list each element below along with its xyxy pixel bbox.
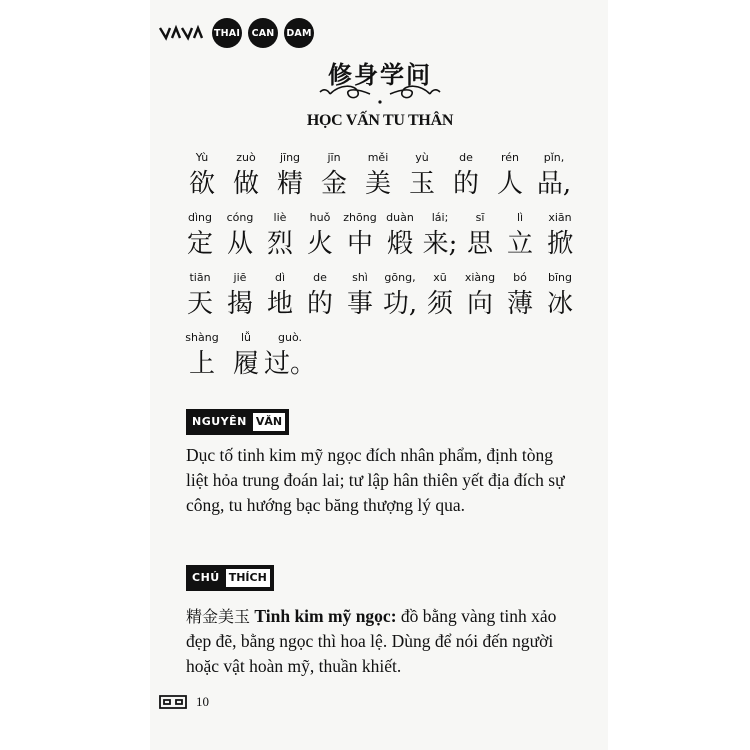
pinyin: tiān [189,271,211,284]
pinyin: huǒ [309,211,331,224]
pinyin: xiàng [464,271,496,284]
pinyin: bīng [548,271,572,284]
verse-cell [460,210,500,262]
nguyen-van-label [186,410,289,434]
page-footer [158,694,209,710]
title-flourish-icon [300,80,460,106]
verse-cell [356,150,400,202]
chu-thich-label-b: THÍCH [224,567,272,589]
badge-can: CAN [248,18,278,48]
pinyin: gōng, [384,271,416,284]
pinyin: jīng [279,151,301,164]
verse-cell [532,150,576,202]
verse-cell [380,270,420,322]
hanzi: 冰 [546,289,573,319]
footer-ornament-icon [158,694,188,710]
verse-cell [500,270,540,322]
pinyin: dìng [188,211,212,224]
pinyin: bó [513,271,527,284]
pinyin: liè [273,211,287,224]
pinyin: sī [475,211,485,224]
verse-cell [180,150,224,202]
badge-dam: DAM [284,18,314,48]
pinyin: shì [352,271,368,284]
page-header [158,19,320,47]
verse-cell [220,210,260,262]
verse-line [180,270,580,322]
verse-cell [540,210,580,262]
pinyin: guò. [278,331,302,344]
verse-cell [180,210,220,262]
verse-cell [500,210,540,262]
hanzi: 煅 [386,229,413,259]
pinyin: de [459,151,473,164]
hanzi: 品, [536,169,572,199]
hanzi: 向 [466,289,493,319]
verse-cell [300,210,340,262]
hanzi: 立 [506,229,533,259]
page-number: 10 [196,694,209,709]
verse-line [180,210,580,262]
pinyin: yù [415,151,429,164]
pinyin: Yù [195,151,209,164]
logo-ornament-icon [158,24,204,42]
title-vietnamese: HỌC VẤN TU THÂN [306,112,454,129]
hanzi: 来; [422,229,458,259]
hanzi: 思 [466,229,493,259]
hanzi: 薄 [506,289,533,319]
verse-cell [260,270,300,322]
hanzi: 美 [364,169,391,199]
pinyin: cóng [226,211,254,224]
pinyin: lǚ [240,331,252,344]
verse-block [180,150,580,390]
pinyin: lì [516,211,524,224]
chu-thich-definition: đồ bằng vàng tinh xảo đẹp đẽ, bằng ngọc thì hoa lệ. Dùng để nói đến người hoặc vật hoàn mỹ, thuần khiết. [186,606,557,676]
verse-cell [300,270,340,322]
verse-cell [420,270,460,322]
hanzi: 掀 [546,229,573,259]
verse-line [180,150,580,202]
verse-cell [180,330,224,382]
verse-cell [380,210,420,262]
verse-cell [540,270,580,322]
hanzi: 精 [276,169,303,199]
hanzi: 的 [452,169,479,199]
verse-cell [460,270,500,322]
verse-cell [340,210,380,262]
chu-thich-label-a: CHÚ [188,567,224,589]
hanzi: 履 [232,349,259,379]
hanzi: 玉 [408,169,435,199]
title-chinese: 修身学问 [328,61,432,89]
verse-cell [220,270,260,322]
pinyin: xū [433,271,447,284]
pinyin: jiē [233,271,247,284]
verse-cell [224,330,268,382]
pinyin: jīn [327,151,341,164]
hanzi: 人 [496,169,523,199]
hanzi: 中 [346,229,373,259]
verse-cell [400,150,444,202]
chu-thich-term-viet: Tinh kim mỹ ngọc: [254,606,397,626]
hanzi: 天 [186,289,213,319]
verse-cell [340,270,380,322]
hanzi: 定 [186,229,213,259]
pinyin: xiān [548,211,572,224]
verse-cell [260,210,300,262]
pinyin: rén [500,151,520,164]
pinyin: dì [274,271,286,284]
hanzi: 须 [426,289,453,319]
verse-line [180,330,580,382]
pinyin: duàn [386,211,414,224]
hanzi: 欲 [188,169,215,199]
chu-thich-text [186,604,576,679]
pinyin: de [313,271,327,284]
hanzi: 事 [346,289,373,319]
nguyen-van-label-a: NGUYÊN [188,411,251,433]
pinyin: měi [367,151,389,164]
hanzi: 从 [226,229,253,259]
pinyin: zuò [236,151,256,164]
hanzi: 烈 [266,229,293,259]
chu-thich-term-han: 精金美玉 [186,607,251,626]
hanzi: 金 [320,169,347,199]
hanzi: 揭 [226,289,253,319]
hanzi: 火 [306,229,333,259]
pinyin: lái; [431,211,449,224]
verse-cell [312,150,356,202]
nguyen-van-text: Dục tố tinh kim mỹ ngọc đích nhân phẩm, định tòng liệt hỏa trung đoán lai; tư lập hân thiên yết địa đích sự công, tu hướng bạc băng thượng lý qua. [186,445,565,515]
hanzi: 过。 [264,349,317,379]
pinyin: zhōng [343,211,377,224]
chu-thich-label [186,566,274,590]
hanzi: 上 [188,349,215,379]
verse-cell [444,150,488,202]
nguyen-van-label-b: VĂN [251,411,287,433]
verse-cell [264,330,317,382]
pinyin: pǐn, [543,151,565,164]
pinyin: shàng [185,331,219,344]
hanzi: 地 [266,289,293,319]
verse-cell [420,210,460,262]
badge-thai: THAI [212,18,242,48]
verse-cell [268,150,312,202]
verse-cell [488,150,532,202]
hanzi: 做 [232,169,259,199]
hanzi: 的 [306,289,333,319]
hanzi: 功, [382,289,418,319]
verse-cell [224,150,268,202]
verse-cell [180,270,220,322]
